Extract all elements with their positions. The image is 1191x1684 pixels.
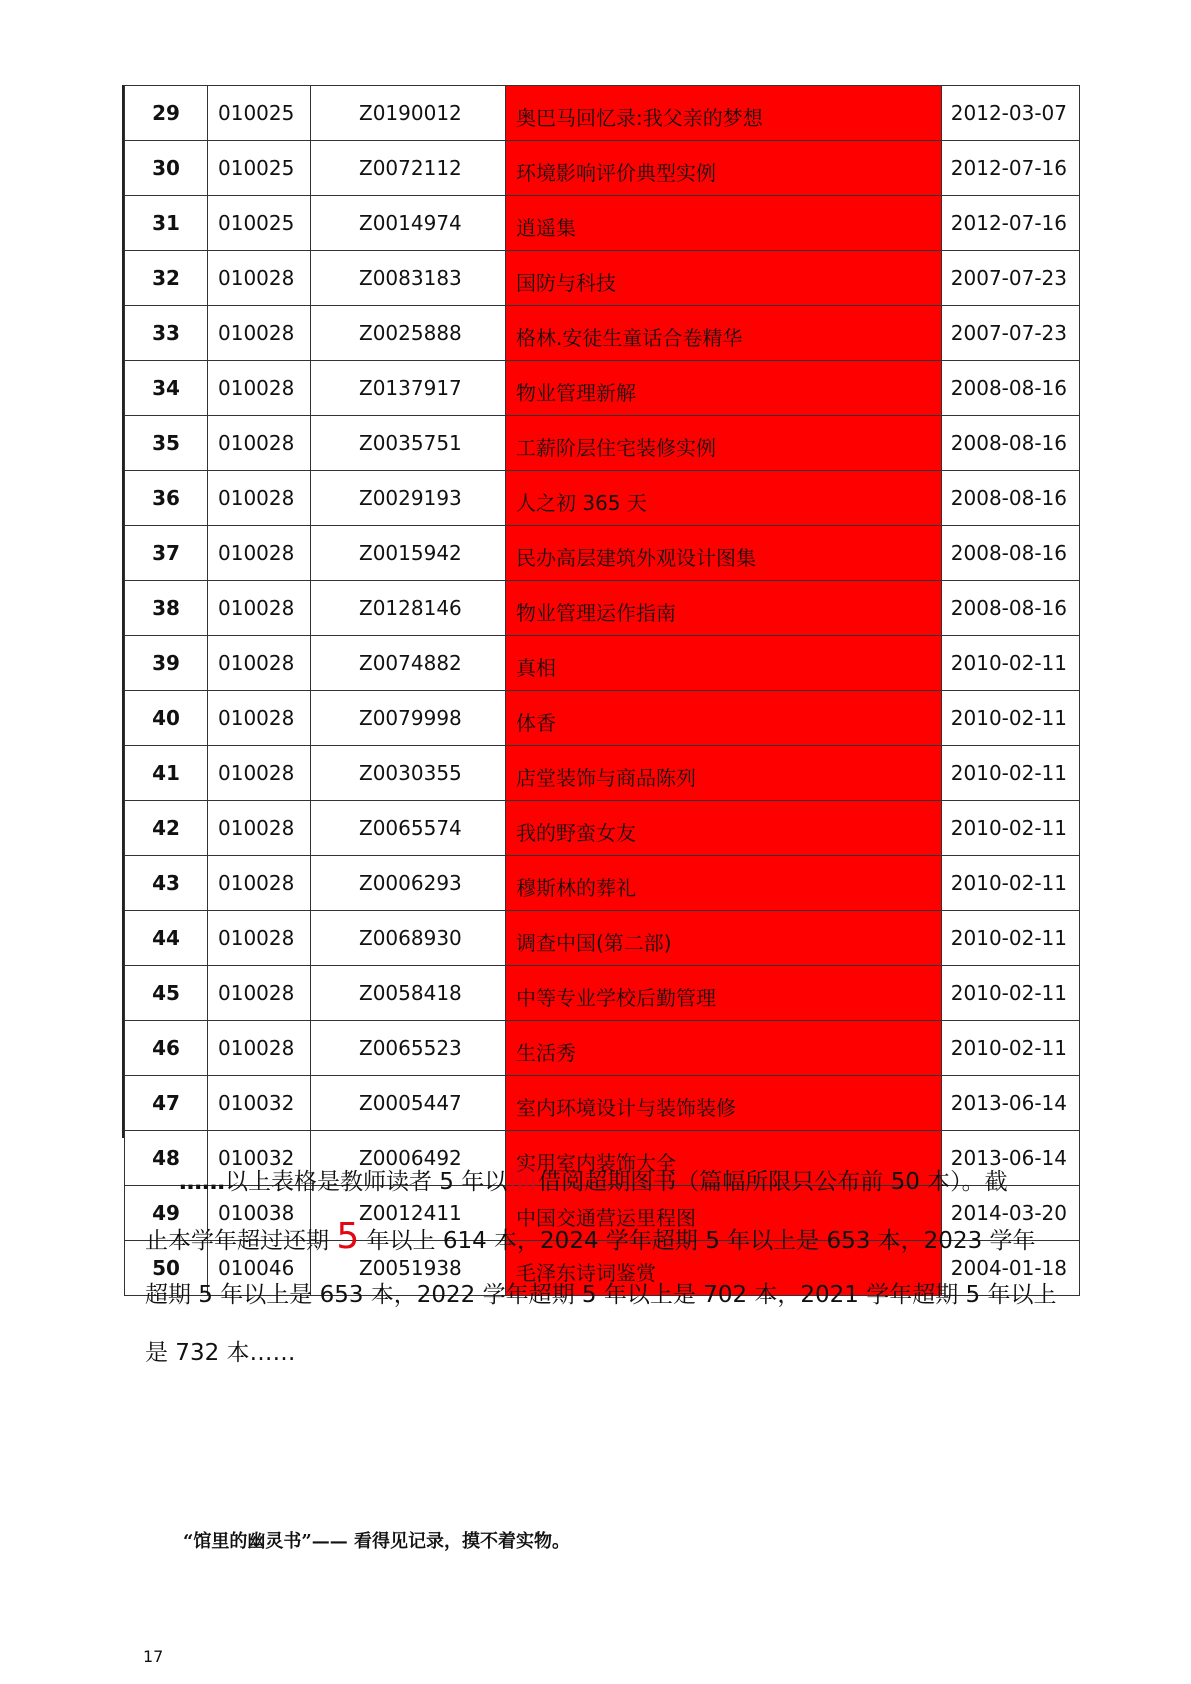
book-title-cell: 中国交通营运里程图 — [506, 1186, 942, 1241]
reader-id-cell: 010028 — [208, 1021, 311, 1076]
barcode-cell: Z0072112 — [311, 141, 506, 196]
reader-id-cell: 010046 — [208, 1241, 311, 1296]
book-title-cell: 穆斯林的葬礼 — [506, 856, 942, 911]
table-row — [125, 471, 1080, 526]
row-number-cell: 44 — [125, 911, 208, 966]
page-number: 17 — [143, 1647, 164, 1666]
row-number-cell: 37 — [125, 526, 208, 581]
table-row — [125, 856, 1080, 911]
reader-id-cell: 010025 — [208, 141, 311, 196]
barcode-cell: Z0074882 — [311, 636, 506, 691]
book-title-cell: 物业管理运作指南 — [506, 581, 942, 636]
reader-id-cell: 010028 — [208, 361, 311, 416]
barcode-cell: Z0006492 — [311, 1131, 506, 1186]
reader-id-cell: 010028 — [208, 526, 311, 581]
book-title-cell: 中等专业学校后勤管理 — [506, 966, 942, 1021]
row-number-cell: 48 — [125, 1131, 208, 1186]
emphasis-text: 前 — [507, 1161, 539, 1197]
book-title-cell: 格林.安徒生童话合卷精华 — [506, 306, 942, 361]
reader-id-cell: 010025 — [208, 86, 311, 141]
borrow-date-cell: 2010-02-11 — [942, 801, 1080, 856]
book-title-cell: 民办高层建筑外观设计图集 — [506, 526, 942, 581]
book-title-cell: 生活秀 — [506, 1021, 942, 1076]
borrow-date-cell: 2010-02-11 — [942, 746, 1080, 801]
paragraph-line-1 — [145, 1150, 1060, 1208]
row-number-cell: 29 — [125, 86, 208, 141]
borrow-date-cell: 2014-03-20 — [942, 1186, 1080, 1241]
borrow-date-cell: 2010-02-11 — [942, 691, 1080, 746]
row-number-cell: 40 — [125, 691, 208, 746]
row-number-cell: 42 — [125, 801, 208, 856]
table-row — [125, 1021, 1080, 1076]
row-number-cell: 36 — [125, 471, 208, 526]
book-title-cell: 我的野蛮女友 — [506, 801, 942, 856]
borrow-date-cell: 2013-06-14 — [942, 1131, 1080, 1186]
book-title-cell: 工薪阶层住宅装修实例 — [506, 416, 942, 471]
summary-paragraph — [145, 1150, 1060, 1382]
barcode-cell: Z0051938 — [311, 1241, 506, 1296]
barcode-cell: Z0190012 — [311, 86, 506, 141]
reader-id-cell: 010028 — [208, 691, 311, 746]
row-number-cell: 34 — [125, 361, 208, 416]
row-number-cell: 45 — [125, 966, 208, 1021]
barcode-cell: Z0035751 — [311, 416, 506, 471]
borrow-date-cell: 2010-02-11 — [942, 966, 1080, 1021]
paragraph-line-2 — [145, 1208, 1060, 1266]
book-title-cell: 店堂装饰与商品陈列 — [506, 746, 942, 801]
row-number-cell: 41 — [125, 746, 208, 801]
reader-id-cell: 010028 — [208, 856, 311, 911]
borrow-date-cell: 2010-02-11 — [942, 856, 1080, 911]
borrow-date-cell: 2007-07-23 — [942, 251, 1080, 306]
barcode-cell: Z0025888 — [311, 306, 506, 361]
borrow-date-cell: 2004-01-18 — [942, 1241, 1080, 1296]
row-number-cell: 33 — [125, 306, 208, 361]
book-title-cell: 实用室内装饰大全 — [506, 1131, 942, 1186]
reader-id-cell: 010028 — [208, 801, 311, 856]
barcode-cell: Z0012411 — [311, 1186, 506, 1241]
barcode-cell: Z0058418 — [311, 966, 506, 1021]
row-number-cell: 50 — [125, 1241, 208, 1296]
barcode-cell: Z0137917 — [311, 361, 506, 416]
borrow-date-cell: 2012-03-07 — [942, 86, 1080, 141]
row-number-cell: 39 — [125, 636, 208, 691]
table-row — [125, 251, 1080, 306]
borrow-date-cell: 2013-06-14 — [942, 1076, 1080, 1131]
table-row — [125, 306, 1080, 361]
row-number-cell: 49 — [125, 1186, 208, 1241]
table-row — [125, 691, 1080, 746]
borrow-date-cell: 2012-07-16 — [942, 141, 1080, 196]
paragraph-text: 以上表格是教师读者 5 年以 — [225, 1169, 508, 1195]
table-row — [125, 141, 1080, 196]
barcode-cell: Z0006293 — [311, 856, 506, 911]
barcode-cell: Z0079998 — [311, 691, 506, 746]
barcode-cell: Z0083183 — [311, 251, 506, 306]
row-number-cell: 47 — [125, 1076, 208, 1131]
ellipsis: …… — [179, 1169, 225, 1195]
paragraph-text: 借阅超期图书（篇幅所限只公布前 50 本）。截 — [538, 1169, 1008, 1195]
row-number-cell: 35 — [125, 416, 208, 471]
barcode-cell: Z0015942 — [311, 526, 506, 581]
book-title-cell: 奥巴马回忆录:我父亲的梦想 — [506, 86, 942, 141]
borrow-date-cell: 2007-07-23 — [942, 306, 1080, 361]
paragraph-text: 年以上 614 本，2024 学年超期 5 年以上是 653 本，2023 学年 — [366, 1228, 1036, 1254]
caption: “馆里的幽灵书”—— 看得见记录，摸不着实物。 — [183, 1531, 570, 1552]
paragraph-line-4: 是 732 本…… — [145, 1340, 296, 1366]
table-row — [125, 636, 1080, 691]
reader-id-cell: 010025 — [208, 196, 311, 251]
row-number-cell: 32 — [125, 251, 208, 306]
paragraph-text: 止本学年超过还期 — [145, 1228, 329, 1254]
reader-id-cell: 010028 — [208, 471, 311, 526]
row-number-cell: 43 — [125, 856, 208, 911]
book-title-cell: 调查中国(第二部) — [506, 911, 942, 966]
table-row — [125, 361, 1080, 416]
barcode-cell: Z0005447 — [311, 1076, 506, 1131]
barcode-cell: Z0128146 — [311, 581, 506, 636]
table-row — [125, 526, 1080, 581]
barcode-cell: Z0030355 — [311, 746, 506, 801]
reader-id-cell: 010032 — [208, 1131, 311, 1186]
book-title-cell: 室内环境设计与装饰装修 — [506, 1076, 942, 1131]
borrow-date-cell: 2010-02-11 — [942, 636, 1080, 691]
borrow-date-cell: 2010-02-11 — [942, 1021, 1080, 1076]
book-title-cell: 真相 — [506, 636, 942, 691]
reader-id-cell: 010028 — [208, 966, 311, 1021]
table-row — [125, 911, 1080, 966]
table-row — [125, 86, 1080, 141]
emphasis-number: 5 — [336, 1216, 360, 1257]
borrow-date-cell: 2008-08-16 — [942, 526, 1080, 581]
book-title-cell: 国防与科技 — [506, 251, 942, 306]
barcode-cell: Z0029193 — [311, 471, 506, 526]
borrow-date-cell: 2008-08-16 — [942, 416, 1080, 471]
borrow-date-cell: 2008-08-16 — [942, 361, 1080, 416]
barcode-cell: Z0068930 — [311, 911, 506, 966]
table-row — [125, 416, 1080, 471]
reader-id-cell: 010038 — [208, 1186, 311, 1241]
row-number-cell: 38 — [125, 581, 208, 636]
book-title-cell: 体香 — [506, 691, 942, 746]
book-title-cell: 环境影响评价典型实例 — [506, 141, 942, 196]
barcode-cell: Z0014974 — [311, 196, 506, 251]
reader-id-cell: 010028 — [208, 746, 311, 801]
table-body — [125, 86, 1080, 1296]
borrow-date-cell: 2008-08-16 — [942, 471, 1080, 526]
row-number-cell: 31 — [125, 196, 208, 251]
reader-id-cell: 010028 — [208, 251, 311, 306]
reader-id-cell: 010028 — [208, 416, 311, 471]
table-row — [125, 1076, 1080, 1131]
book-title-cell: 逍遥集 — [506, 196, 942, 251]
table-row — [125, 966, 1080, 1021]
row-number-cell: 46 — [125, 1021, 208, 1076]
table-row — [125, 801, 1080, 856]
reader-id-cell: 010028 — [208, 306, 311, 361]
reader-id-cell: 010028 — [208, 636, 311, 691]
borrow-date-cell: 2012-07-16 — [942, 196, 1080, 251]
book-title-cell: 物业管理新解 — [506, 361, 942, 416]
table-row — [125, 196, 1080, 251]
barcode-cell: Z0065574 — [311, 801, 506, 856]
borrow-date-cell: 2010-02-11 — [942, 911, 1080, 966]
reader-id-cell: 010028 — [208, 911, 311, 966]
reader-id-cell: 010032 — [208, 1076, 311, 1131]
reader-id-cell: 010028 — [208, 581, 311, 636]
table-row — [125, 581, 1080, 636]
paragraph-line-3: 超期 5 年以上是 653 本，2022 学年超期 5 年以上是 702 本，2021 学年超期 5 年以上 — [145, 1282, 1057, 1308]
book-title-cell: 毛泽东诗词鉴赏 — [506, 1241, 942, 1296]
barcode-cell: Z0065523 — [311, 1021, 506, 1076]
table-row — [125, 746, 1080, 801]
book-title-cell: 人之初 365 天 — [506, 471, 942, 526]
borrow-date-cell: 2008-08-16 — [942, 581, 1080, 636]
row-number-cell: 30 — [125, 141, 208, 196]
